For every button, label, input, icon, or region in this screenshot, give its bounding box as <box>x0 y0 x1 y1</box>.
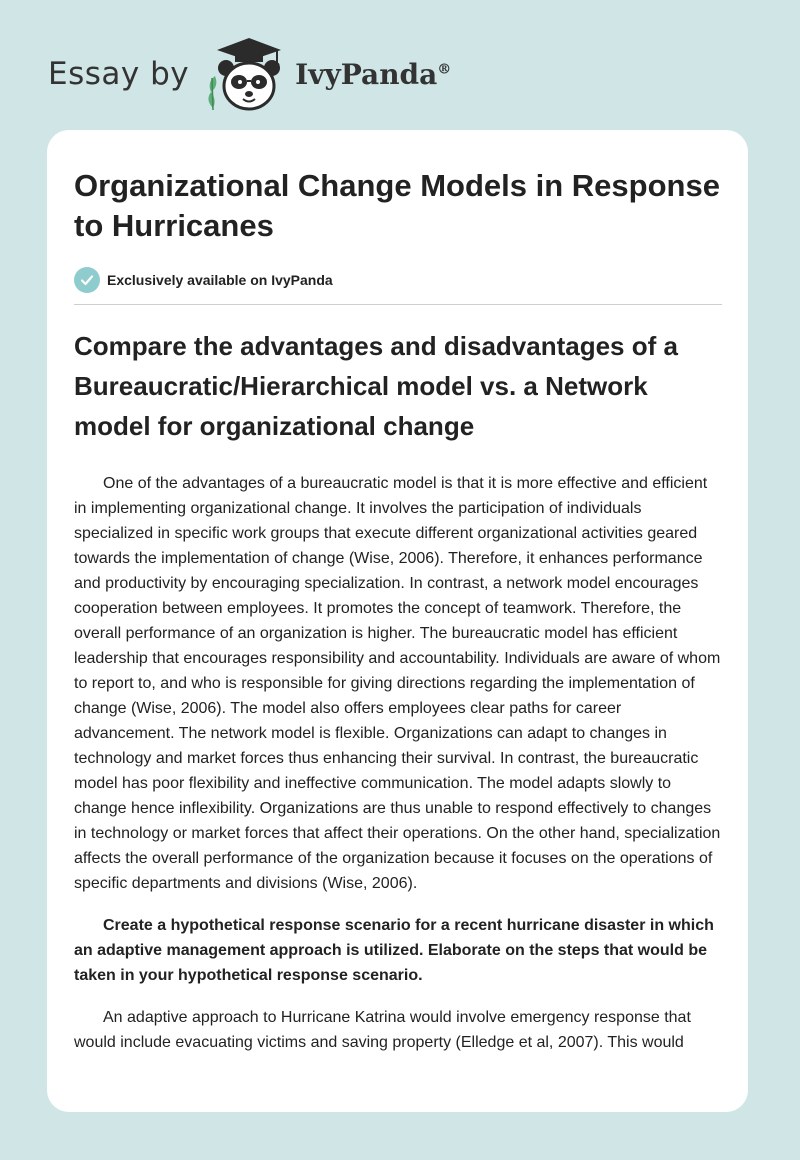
body-paragraph: An adaptive approach to Hurricane Katrina would involve emergency response that would include evacuating victims and saving property (Elledge et al, 2007). This would <box>74 1009 691 1051</box>
divider <box>74 304 722 305</box>
body-paragraph: One of the advantages of a bureaucratic model is that it is more effective and efficient in implementing organizational change. It involves the participation of individuals specialized in specific work groups that execute different organizational activities geared towards the implementation of change (Wise, 2006). Therefore, it enhances performance and productivity by encouraging specialization. In contrast, a network model encourages cooperation between employees. It promotes the concept of teamwork. Therefore, the overall performance of an organization is higher. The bureaucratic model has efficient leadership that encourages responsibility and accountability. Individuals are aware of whom to report to, and who is responsible for giving directions regarding the implementation of change (Wise, 2006). The model also offers employees clear paths for career advancement. The network model is flexible. Organizations can adapt to changes in technology and market forces thus enhancing their survival. In contrast, the bureaucratic model has poor flexibility and ineffective communication. The model adapts slowly to change hence inflexibility. Organizations are thus unable to respond effectively to changes in technology or market forces that affect their operations. On the other hand, specialization affects the overall performance of the organization because it focuses on the operations of specific departments and divisions (Wise, 2006). <box>74 475 721 892</box>
question-paragraph: Create a hypothetical response scenario for a recent hurricane disaster in which an adaptive management approach is utilized. Elaborate on the steps that would be taken in your hypothetical response scenario. <box>74 917 714 984</box>
badge-text: Exclusively available on IvyPanda <box>107 272 333 288</box>
exclusive-badge <box>74 267 721 293</box>
panda-graduate-icon[interactable] <box>203 34 291 114</box>
site-header <box>48 34 451 114</box>
brand-name[interactable]: IvyPanda® <box>295 57 452 91</box>
check-icon <box>74 267 100 293</box>
essay-card <box>47 130 748 1112</box>
essay-title: Organizational Change Models in Response to Hurricanes <box>74 168 720 243</box>
section-heading: Compare the advantages and disadvantages of a Bureaucratic/Hierarchical model vs. a Network model for organizational change <box>74 331 678 441</box>
essay-by-label: Essay by <box>48 56 190 92</box>
